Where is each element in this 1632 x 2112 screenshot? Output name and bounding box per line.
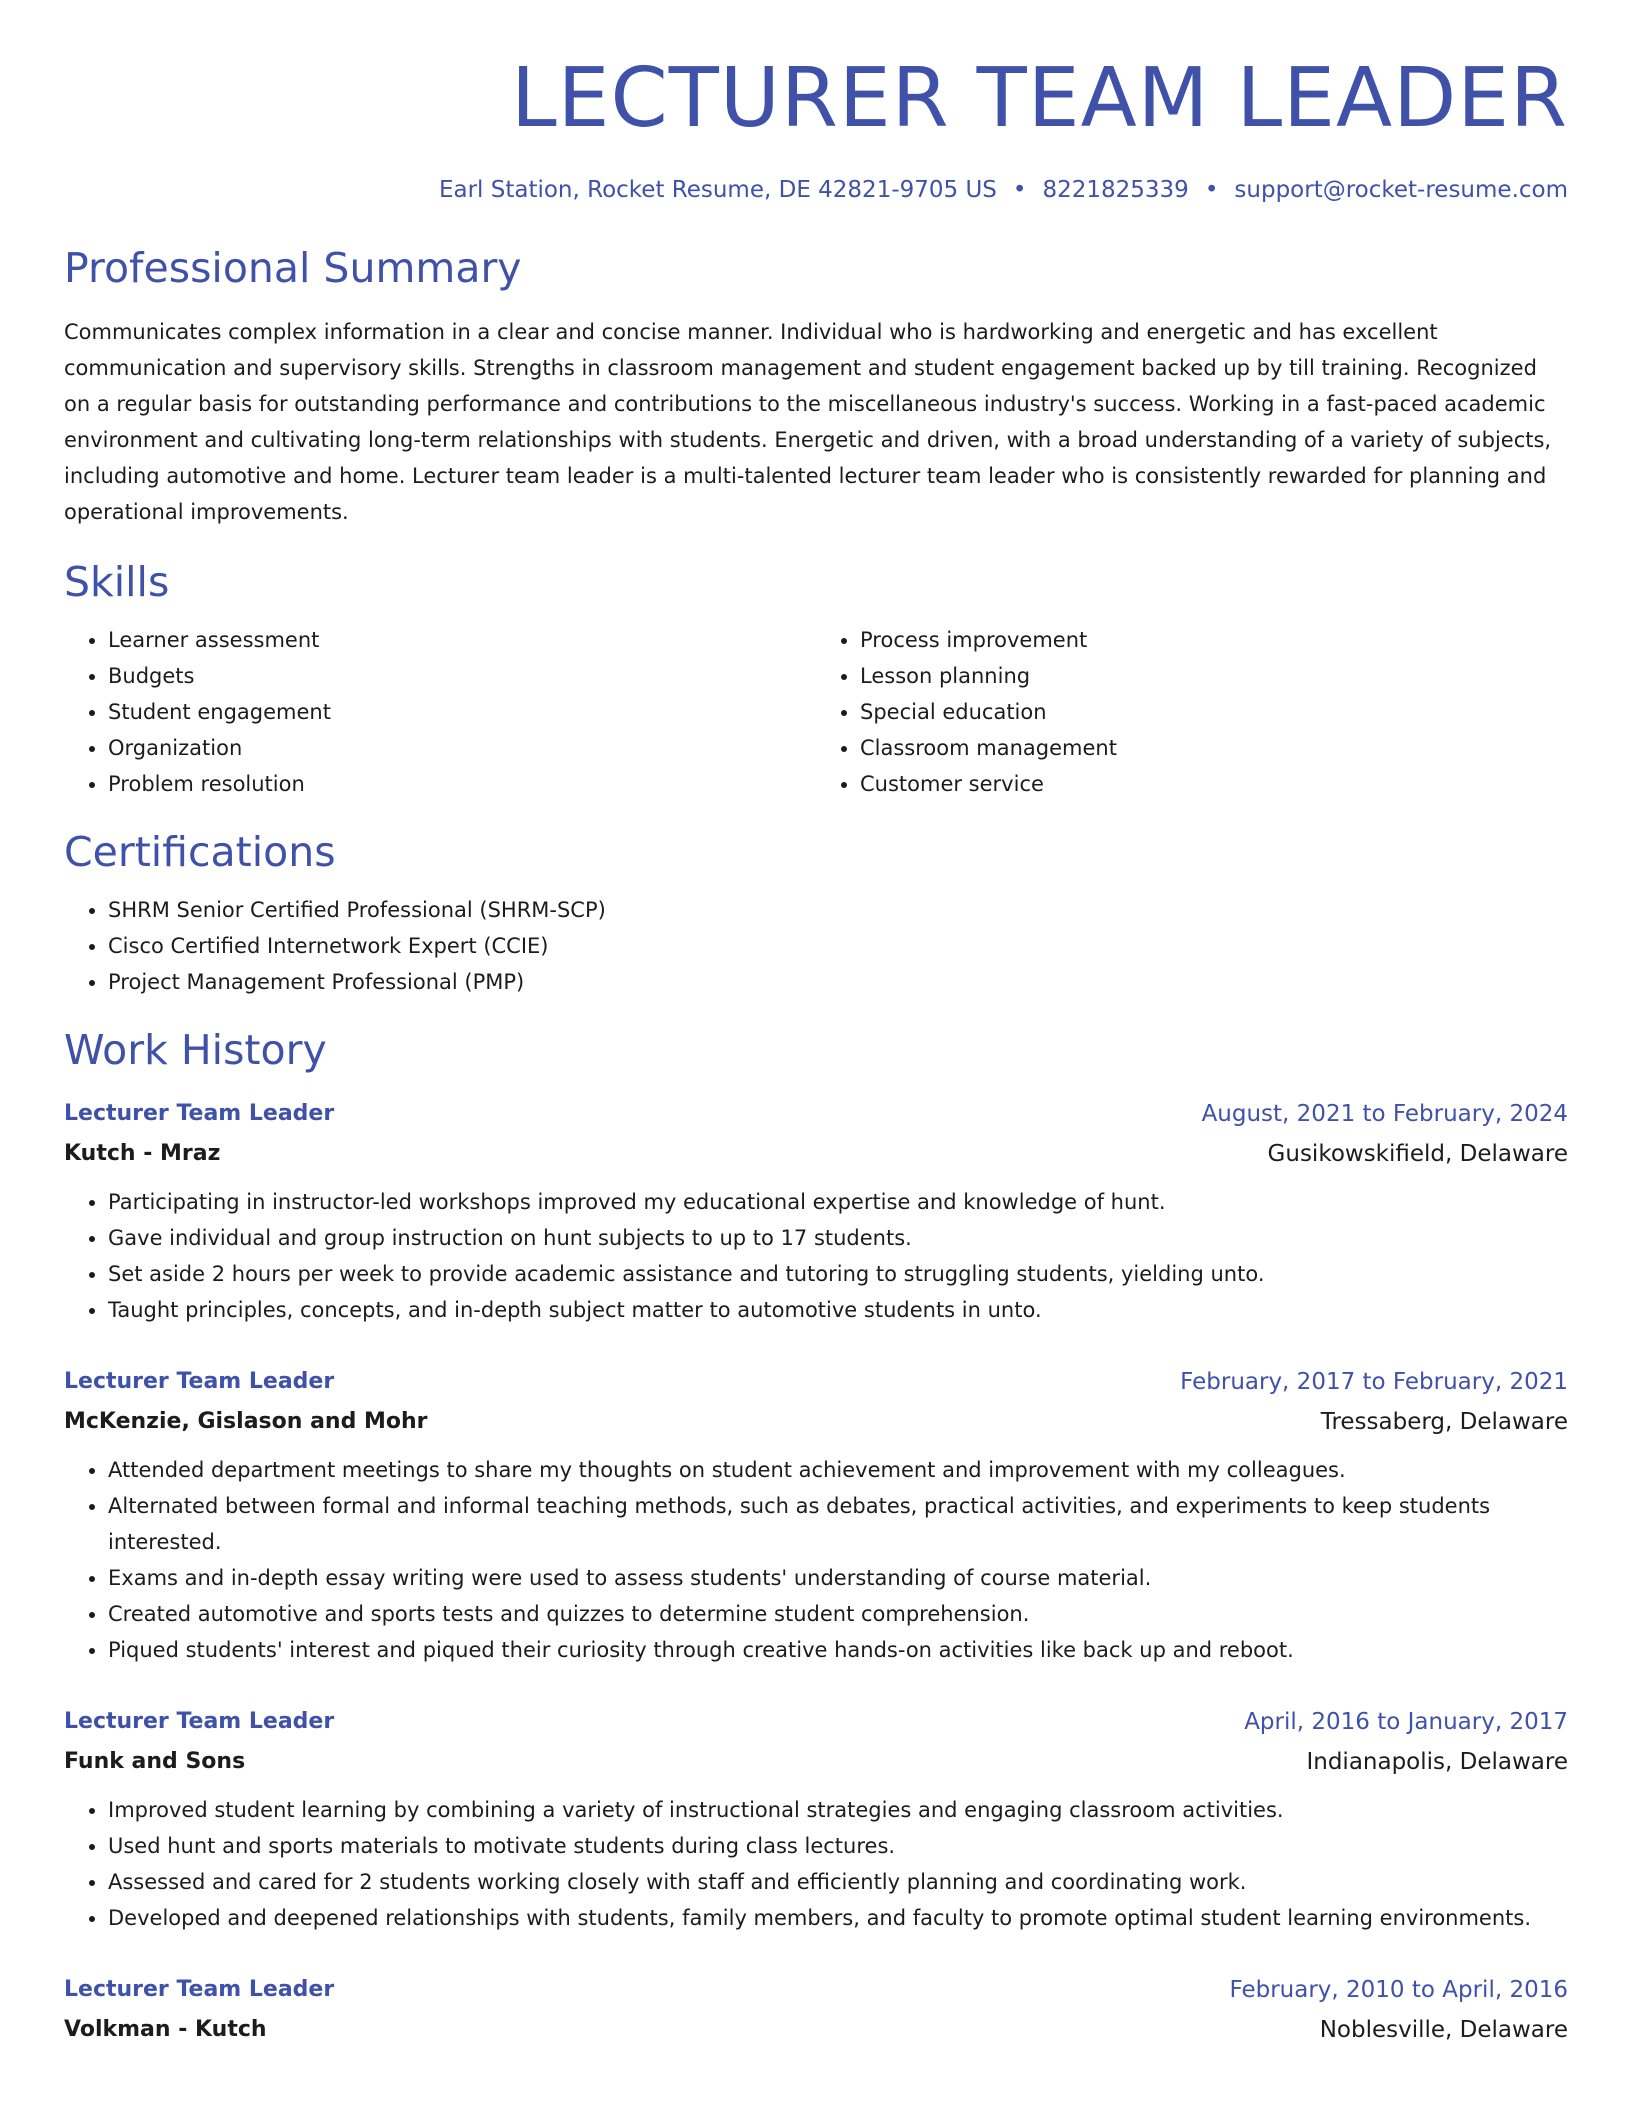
- certification-item: • Project Management Professional (PMP): [108, 964, 1568, 1000]
- certifications-section: [64, 826, 1568, 1000]
- job-entry: [64, 1094, 1568, 1328]
- skill-item: • Problem resolution: [108, 766, 816, 802]
- work-history-section: [64, 1024, 1568, 2050]
- skill-item: • Process improvement: [860, 622, 1568, 658]
- job-bullet: • Set aside 2 hours per week to provide academic assistance and tutoring to struggling students, yielding unto.: [108, 1256, 1568, 1292]
- summary-text: Communicates complex information in a clear and concise manner. Individual who is hardworking and energetic and has excellent communication and supervisory skills. Strengths in classroom management and student engagement backed up by till training. Recognized on a regular basis for outstanding performance and contributions to the miscellaneous industry's success. Working in a fast-paced academic environment and cultivating long-term relationships with students. Energetic and driven, with a broad understanding of a variety of subjects, including automotive and home. Lecturer team leader is a multi-talented lecturer team leader who is consistently rewarded for planning and operational improvements.: [64, 320, 1552, 524]
- job-bullets: [64, 1792, 1568, 1936]
- summary-heading: Professional Summary: [64, 244, 522, 292]
- skill-item: • Learner assessment: [108, 622, 816, 658]
- skill-item: • Lesson planning: [860, 658, 1568, 694]
- job-header-row: [64, 1362, 1568, 1402]
- job-title: Lecturer Team Leader: [64, 1709, 335, 1734]
- job-bullet: • Attended department meetings to share my thoughts on student achievement and improvement with my colleagues.: [108, 1452, 1568, 1488]
- job-header-row: [64, 1970, 1568, 2010]
- contact-phone: 8221825339: [1042, 177, 1189, 203]
- certification-item: • Cisco Certified Internetwork Expert (CCIE): [108, 928, 1568, 964]
- job-dates: April, 2016 to January, 2017: [1244, 1709, 1568, 1735]
- job-company-row: [64, 1134, 1568, 1174]
- job-location: Gusikowskifield, Delaware: [1267, 1141, 1568, 1167]
- job-bullet: • Improved student learning by combining a variety of instructional strategies and engaging classroom activities.: [108, 1792, 1568, 1828]
- contact-separator: •: [1204, 177, 1219, 203]
- job-company-row: [64, 1402, 1568, 1442]
- skill-item: • Customer service: [860, 766, 1568, 802]
- skill-item: • Classroom management: [860, 730, 1568, 766]
- job-location: Noblesville, Delaware: [1319, 2017, 1568, 2043]
- job-header-row: [64, 1094, 1568, 1134]
- work-history-heading: Work History: [64, 1026, 327, 1074]
- job-entry: [64, 1970, 1568, 2050]
- skill-item: • Organization: [108, 730, 816, 766]
- job-bullets: [64, 1452, 1568, 1668]
- job-entry: [64, 1362, 1568, 1668]
- certifications-list: [64, 892, 1568, 1000]
- job-title: Lecturer Team Leader: [64, 1977, 335, 2002]
- job-company: Kutch - Mraz: [64, 1141, 221, 1166]
- job-company: Volkman - Kutch: [64, 2017, 267, 2042]
- job-company-row: [64, 1742, 1568, 1782]
- job-company: McKenzie, Gislason and Mohr: [64, 1409, 428, 1434]
- job-bullet: • Alternated between formal and informal teaching methods, such as debates, practical activities, and experiments to keep students interested.: [108, 1488, 1568, 1560]
- job-bullet: • Gave individual and group instruction on hunt subjects to up to 17 students.: [108, 1220, 1568, 1256]
- skill-item: • Student engagement: [108, 694, 816, 730]
- certification-item: • SHRM Senior Certified Professional (SHRM-SCP): [108, 892, 1568, 928]
- contact-address: Earl Station, Rocket Resume, DE 42821-9705 US: [438, 177, 997, 203]
- job-bullet: • Developed and deepened relationships with students, family members, and faculty to promote optimal student learning environments.: [108, 1900, 1568, 1936]
- job-title: Lecturer Team Leader: [64, 1369, 335, 1394]
- job-dates: August, 2021 to February, 2024: [1201, 1101, 1568, 1127]
- skills-list-right: [816, 622, 1568, 802]
- skills-section: [64, 556, 1568, 802]
- job-bullet: • Participating in instructor-led workshops improved my educational expertise and knowledge of hunt.: [108, 1184, 1568, 1220]
- skills-grid: [64, 622, 1568, 802]
- skill-item: • Budgets: [108, 658, 816, 694]
- job-bullet: • Piqued students' interest and piqued their curiosity through creative hands-on activities like back up and reboot.: [108, 1632, 1568, 1668]
- job-dates: February, 2010 to April, 2016: [1229, 1977, 1568, 2003]
- certifications-heading: Certifications: [64, 828, 336, 876]
- job-bullet: • Exams and in-depth essay writing were used to assess students' understanding of course material.: [108, 1560, 1568, 1596]
- job-company: Funk and Sons: [64, 1749, 246, 1774]
- summary-section: [64, 242, 1568, 530]
- job-location: Indianapolis, Delaware: [1306, 1749, 1568, 1775]
- skill-item: • Special education: [860, 694, 1568, 730]
- job-title: Lecturer Team Leader: [64, 1101, 335, 1126]
- skills-heading: Skills: [64, 558, 170, 606]
- job-entry: [64, 1702, 1568, 1936]
- job-bullets: [64, 1184, 1568, 1328]
- job-bullet: • Taught principles, concepts, and in-depth subject matter to automotive students in unto.: [108, 1292, 1568, 1328]
- contact-line: [64, 174, 1568, 206]
- job-dates: February, 2017 to February, 2021: [1180, 1369, 1568, 1395]
- job-bullet: • Created automotive and sports tests and quizzes to determine student comprehension.: [108, 1596, 1568, 1632]
- job-bullet: • Assessed and cared for 2 students working closely with staff and efficiently planning and coordinating work.: [108, 1864, 1568, 1900]
- job-bullet: • Used hunt and sports materials to motivate students during class lectures.: [108, 1828, 1568, 1864]
- contact-separator: •: [1012, 177, 1027, 203]
- page-title: LECTURER TEAM LEADER: [510, 51, 1568, 146]
- contact-email: support@rocket-resume.com: [1234, 177, 1568, 203]
- skills-list-left: [64, 622, 816, 802]
- job-header-row: [64, 1702, 1568, 1742]
- job-location: Tressaberg, Delaware: [1320, 1409, 1568, 1435]
- job-company-row: [64, 2010, 1568, 2050]
